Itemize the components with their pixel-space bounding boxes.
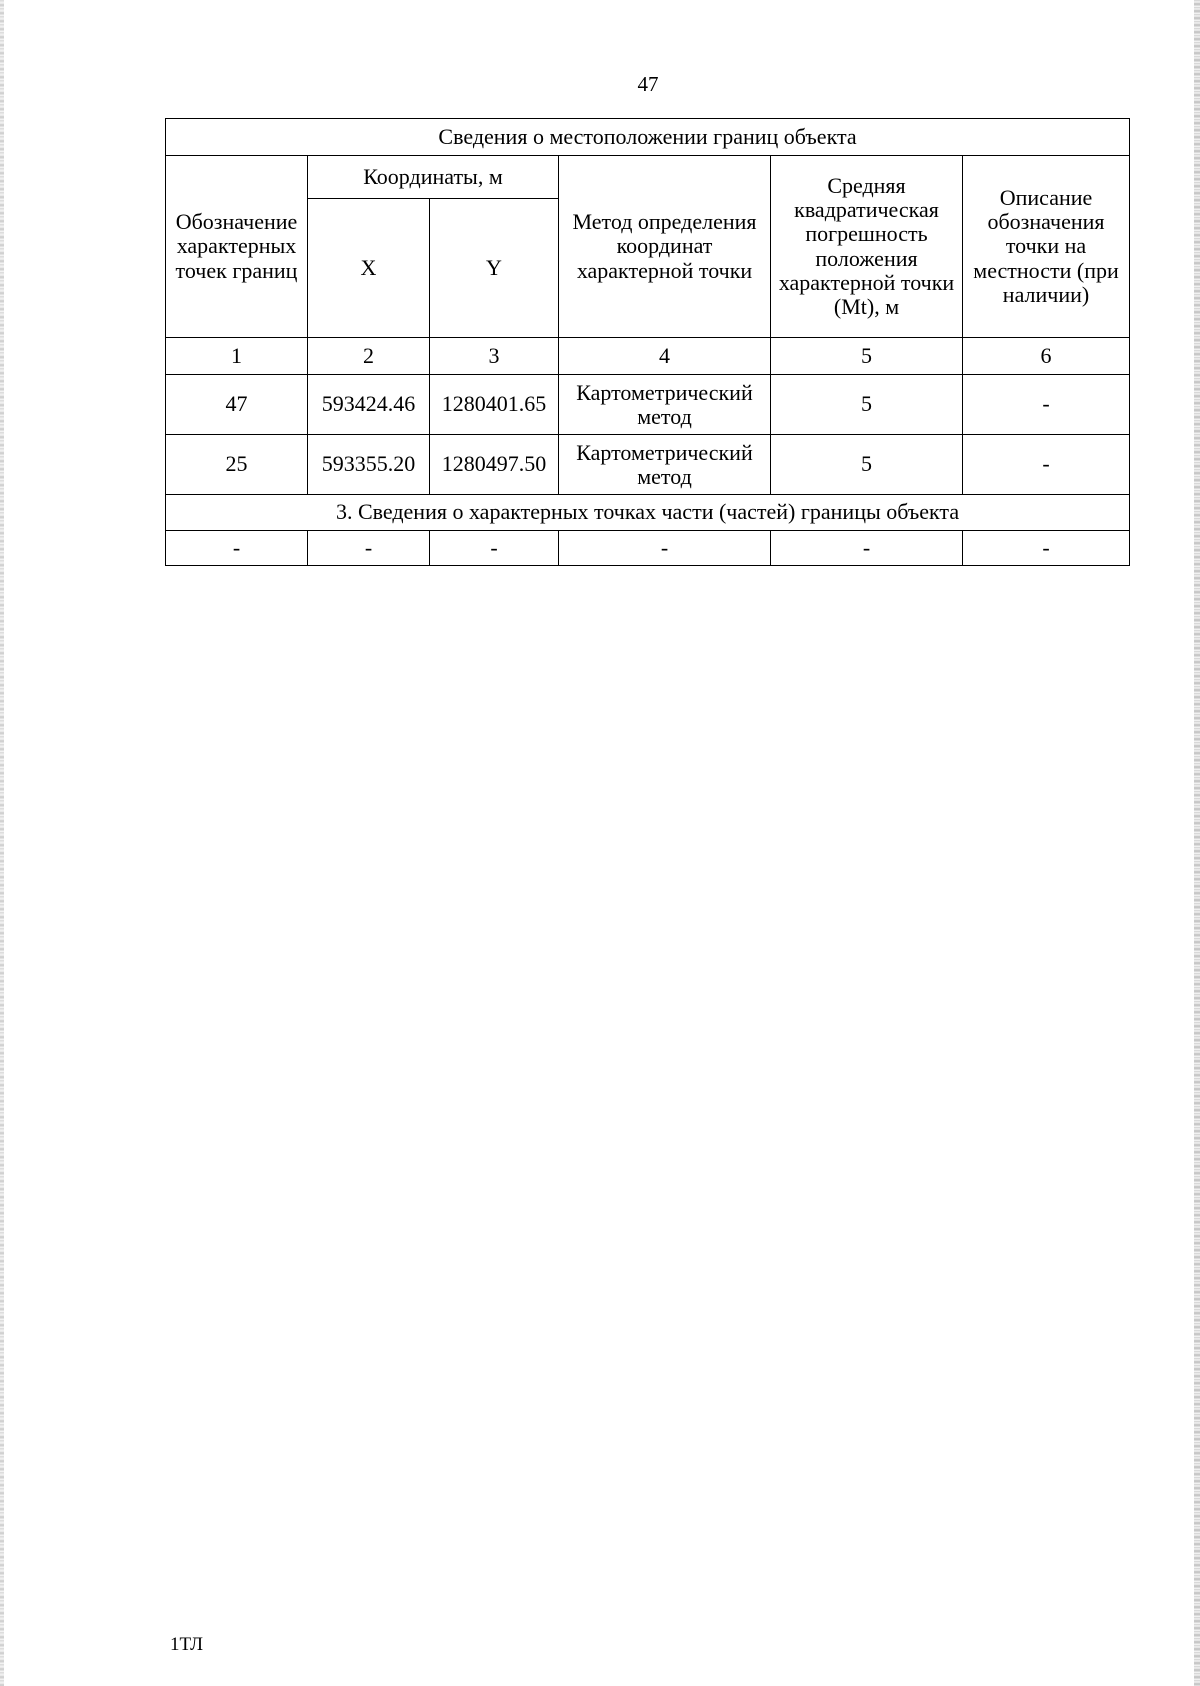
header-method: Метод определения координат характерной точки [559, 156, 771, 338]
boundary-points-table [165, 118, 1130, 566]
coordinate-x: 593424.46 [308, 375, 430, 435]
empty-cell: - [771, 531, 963, 566]
section3-empty-row [166, 531, 1130, 566]
empty-cell: - [166, 531, 308, 566]
empty-cell: - [559, 531, 771, 566]
footer-mark: 1ТЛ [170, 1634, 204, 1655]
column-number: 4 [559, 338, 771, 375]
scan-edge-left [0, 0, 4, 1686]
header-x: X [308, 199, 430, 338]
page-number: 47 [637, 72, 659, 96]
method-cell [559, 375, 771, 435]
point-description: - [963, 375, 1130, 435]
point-description: - [963, 435, 1130, 495]
table-title-row [166, 119, 1130, 156]
header-coordinates: Координаты, м [308, 156, 559, 199]
section3-title-row [166, 495, 1130, 531]
column-numbers-row [166, 338, 1130, 375]
coordinate-y: 1280497.50 [430, 435, 559, 495]
coordinate-x: 593355.20 [308, 435, 430, 495]
table-row [166, 375, 1130, 435]
empty-cell: - [963, 531, 1130, 566]
column-number: 5 [771, 338, 963, 375]
empty-cell: - [430, 531, 559, 566]
empty-cell: - [308, 531, 430, 566]
section3-title: 3. Сведения о характерных точках части (частей) границы объекта [166, 495, 1130, 531]
point-designation: 25 [166, 435, 308, 495]
header-row-a [166, 156, 1130, 199]
method-text: Картометрический метод [576, 380, 753, 429]
mean-error: 5 [771, 435, 963, 495]
column-number: 1 [166, 338, 308, 375]
column-number: 3 [430, 338, 559, 375]
table-row [166, 435, 1130, 495]
header-description: Описание обозначения точки на местности (при наличии) [963, 156, 1130, 338]
header-mean-error: Средняя квадратическая погрешность положения характерной точки (Mt), м [771, 156, 963, 338]
method-text: Картометрический метод [576, 440, 753, 489]
point-designation: 47 [166, 375, 308, 435]
column-number: 2 [308, 338, 430, 375]
method-cell [559, 435, 771, 495]
scan-edge-right [1194, 0, 1200, 1686]
mean-error: 5 [771, 375, 963, 435]
header-y: Y [430, 199, 559, 338]
coordinate-y: 1280401.65 [430, 375, 559, 435]
header-point-designation: Обозначение характерных точек границ [166, 156, 308, 338]
table-title: Сведения о местоположении границ объекта [166, 119, 1130, 156]
column-number: 6 [963, 338, 1130, 375]
